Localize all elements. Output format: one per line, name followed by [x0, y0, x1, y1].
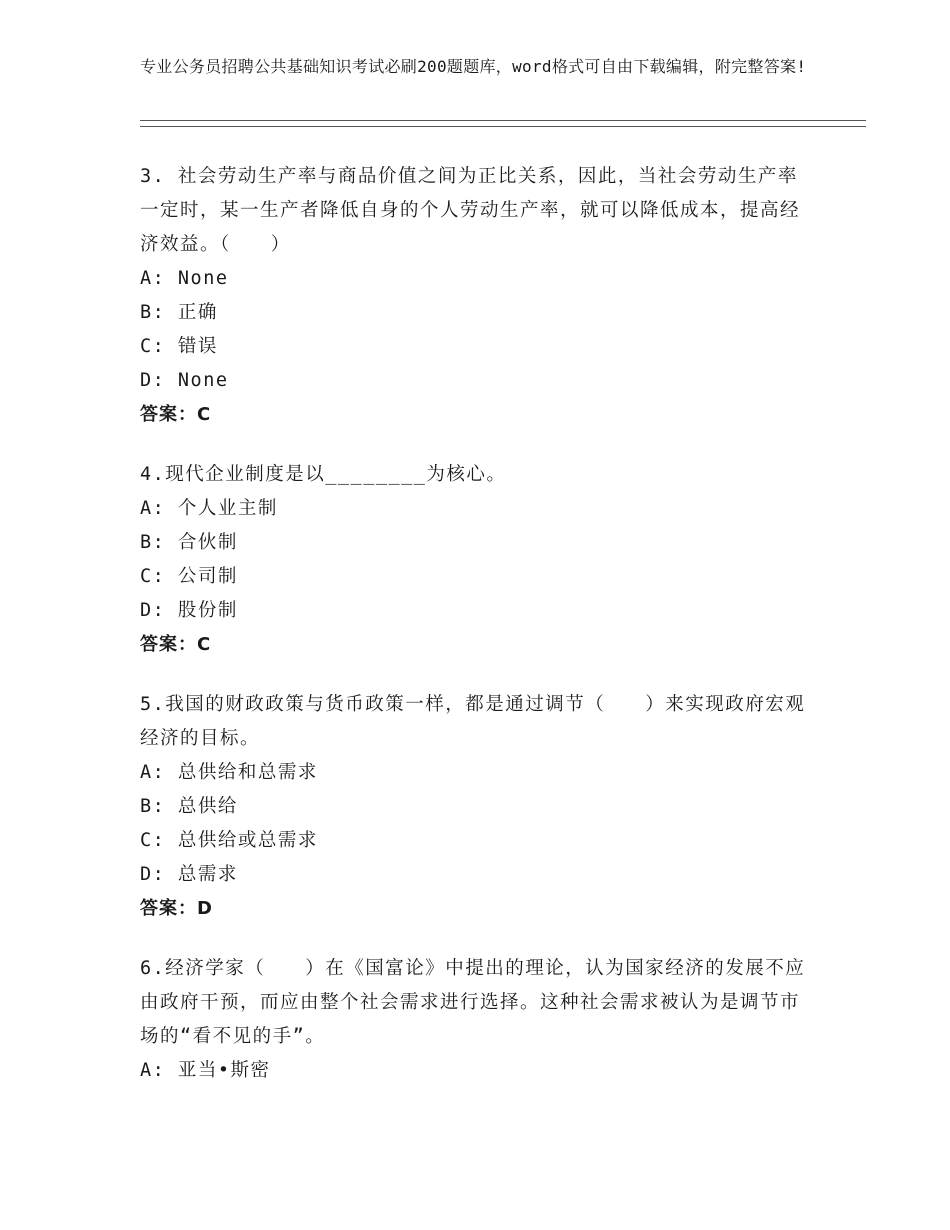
header-divider: [140, 120, 866, 127]
question-text: 4.现代企业制度是以________为核心。: [140, 464, 507, 485]
question-list: [140, 160, 810, 1114]
question-3: [140, 160, 810, 432]
option-d: D: 总需求: [140, 864, 238, 885]
answer-label: 答案：C: [140, 404, 212, 425]
question-text: 5.我国的财政政策与货币政策一样，都是通过调节（ ）来实现政府宏观经济的目标。: [140, 694, 806, 749]
document-header: 专业公务员招聘公共基础知识考试必刷200题题库，word格式可自由下载编辑，附完整答案!: [140, 57, 807, 76]
option-b: B: 总供给: [140, 796, 238, 817]
option-a: A: 个人业主制: [140, 498, 278, 519]
question-text: 3. 社会劳动生产率与商品价值之间为正比关系，因此，当社会劳动生产率一定时，某一生产者降低自身的个人劳动生产率，就可以降低成本，提高经济效益。（ ）: [140, 166, 801, 255]
option-d: D: None: [140, 370, 229, 391]
question-text: 6.经济学家（ ）在《国富论》中提出的理论，认为国家经济的发展不应由政府干预，而应由整个社会需求进行选择。这种社会需求被认为是调节市场的“看不见的手”。: [140, 958, 806, 1047]
question-6: [140, 952, 810, 1088]
option-b: B: 正确: [140, 302, 218, 323]
question-5: [140, 688, 810, 926]
option-a: A: 总供给和总需求: [140, 762, 318, 783]
question-4: [140, 458, 810, 662]
option-a: A: 亚当•斯密: [140, 1060, 271, 1081]
option-c: C: 总供给或总需求: [140, 830, 318, 851]
option-a: A: None: [140, 268, 229, 289]
option-c: C: 错误: [140, 336, 218, 357]
option-c: C: 公司制: [140, 566, 238, 587]
option-b: B: 合伙制: [140, 532, 238, 553]
answer-label: 答案：C: [140, 634, 212, 655]
answer-label: 答案：D: [140, 898, 213, 919]
option-d: D: 股份制: [140, 600, 238, 621]
